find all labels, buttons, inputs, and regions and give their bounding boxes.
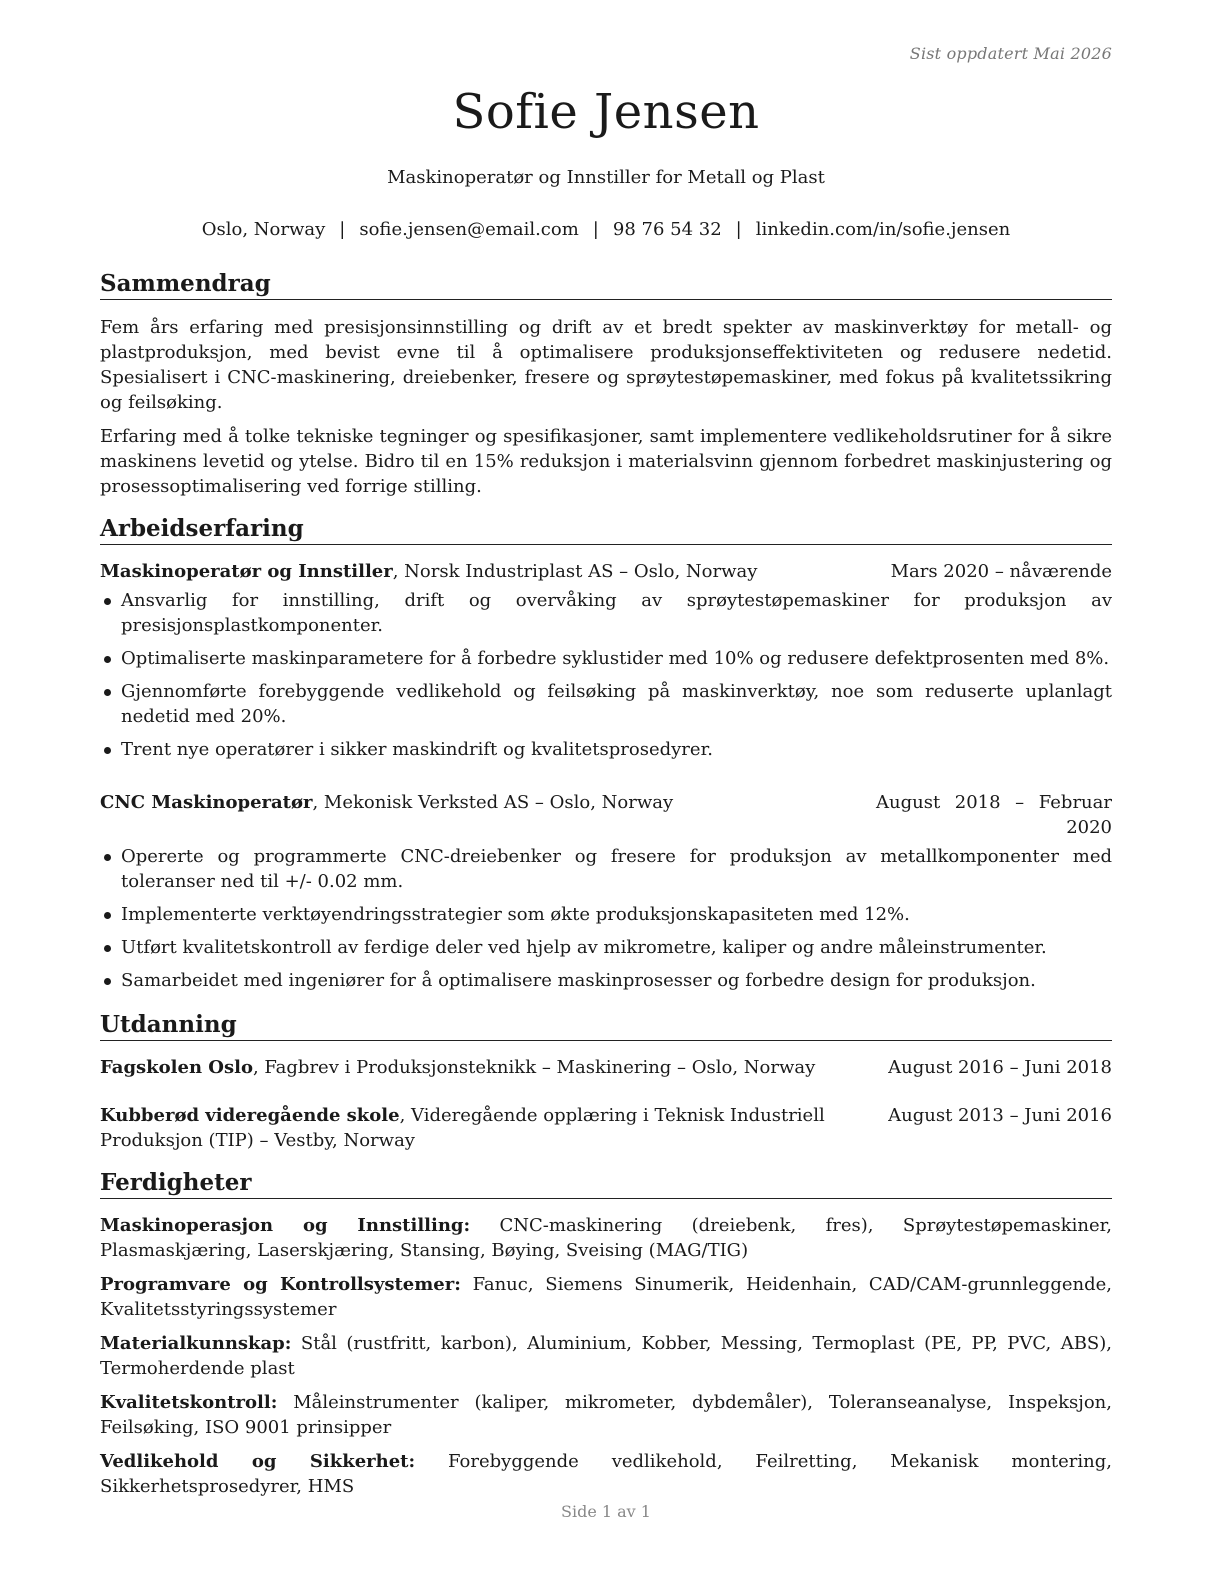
bullet-icon: [104, 912, 111, 919]
bullet-icon: [104, 747, 111, 754]
job-title-line: [100, 790, 876, 815]
contact-phone: 98 76 54 32: [612, 219, 722, 240]
contact-separator: |: [735, 219, 742, 240]
skill-label: Kvalitetskontroll:: [100, 1392, 278, 1413]
job-subtitle: Maskinoperatør og Innstiller for Metall og Plast: [387, 167, 825, 188]
summary-paragraph: Erfaring med å tolke tekniske tegninger og spesifikasjoner, samt implementere vedlikeholdsrutiner for å sikre maskinens levetid og ytelse. Bidro til en 15% reduksjon i materialsvinn gjennom forbedret maskinjustering og prosessoptimalisering ved forrige stilling.: [100, 426, 1112, 497]
contact-linkedin[interactable]: linkedin.com/in/sofie.jensen: [755, 219, 1011, 240]
list-item: Ansvarlig for innstilling, drift og overvåking av sprøytestøpemaskiner for produksjon av presisjonsplastkomponenter.: [100, 588, 1112, 638]
job-role: Maskinoperatør og Innstiller: [100, 561, 393, 582]
section-title-education: Utdanning: [100, 1009, 1112, 1041]
list-item: Samarbeidet med ingeniører for å optimalisere maskinprosesser og forbedre design for produksjon.: [100, 968, 1112, 993]
job-bullets: [100, 844, 1112, 993]
contact-email[interactable]: sofie.jensen@email.com: [359, 219, 579, 240]
education-dates: August 2013 – Juni 2016: [888, 1105, 1112, 1126]
bullet-icon: [104, 689, 111, 696]
skill-item: Kvalitetskontroll: Måleinstrumenter (kaliper, mikrometer, dybdemåler), Toleranseanalyse, Inspeksjon, Feilsøking, ISO 9001 prinsipper: [100, 1392, 1112, 1438]
section-title-experience: Arbeidserfaring: [100, 513, 1112, 545]
list-item: Implementerte verktøyendringsstrategier som økte produksjonskapasiteten med 12%.: [100, 902, 1112, 927]
contact-location: Oslo, Norway: [201, 219, 326, 240]
last-updated: Sist oppdatert Mai 2026: [909, 44, 1112, 63]
bullet-icon: [104, 656, 111, 663]
contact-separator: |: [592, 219, 599, 240]
bullet-icon: [104, 945, 111, 952]
education-entry: [100, 1055, 1112, 1080]
job-header: [100, 790, 1112, 840]
contact-separator: |: [339, 219, 346, 240]
education-entry: [100, 1103, 1112, 1153]
section-title-summary: Sammendrag: [100, 268, 1112, 300]
list-item: Gjennomførte forebyggende vedlikehold og feilsøking på maskinverktøy, noe som reduserte uplanlagt nedetid med 20%.: [100, 679, 1112, 729]
bullet-icon: [104, 598, 111, 605]
page-number: Side 1 av 1: [561, 1502, 651, 1521]
degree: , Fagbrev i Produksjonsteknikk – Maskinering – Oslo, Norway: [252, 1057, 816, 1078]
education-dates: August 2016 – Juni 2018: [888, 1057, 1112, 1078]
section-title-skills: Ferdigheter: [100, 1167, 1112, 1199]
skill-label: Materialkunnskap:: [100, 1333, 292, 1354]
job-company: , Mekonisk Verksted AS – Oslo, Norway: [312, 792, 674, 813]
skill-item: Maskinoperasjon og Innstilling: CNC-maskinering (dreiebenk, fres), Sprøytestøpemaskiner, Plasmaskjæring, Laserskjæring, Stansing, Bøying, Sveising (MAG/TIG): [100, 1215, 1112, 1261]
resume-body: [100, 268, 1112, 1499]
skill-label: Maskinoperasjon og Innstilling:: [100, 1215, 471, 1236]
job-dates: August 2018 – Februar 2020: [876, 792, 1112, 838]
skill-label: Vedlikehold og Sikkerhet:: [100, 1451, 416, 1472]
skill-item: Materialkunnskap: Stål (rustfritt, karbon), Aluminium, Kobber, Messing, Termoplast (PE, PP, PVC, ABS), Termoherdende plast: [100, 1333, 1112, 1379]
job-dates: Mars 2020 – nåværende: [890, 561, 1112, 582]
job-title-line: [100, 559, 891, 584]
school-name: Kubberød videregående skole: [100, 1105, 400, 1126]
list-item: Optimaliserte maskinparametere for å forbedre syklustider med 10% og redusere defektprosenten med 8%.: [100, 646, 1112, 671]
list-item: Trent nye operatører i sikker maskindrift og kvalitetsprosedyrer.: [100, 737, 1112, 762]
list-item: Opererte og programmerte CNC-dreiebenker og fresere for produksjon av metallkomponenter med toleranser ned til +/- 0.02 mm.: [100, 844, 1112, 894]
person-name: Sofie Jensen: [452, 84, 760, 140]
skill-item: Programvare og Kontrollsystemer: Fanuc, Siemens Sinumerik, Heidenhain, CAD/CAM-grunnleggende, Kvalitetsstyringssystemer: [100, 1274, 1112, 1320]
job-bullets: [100, 588, 1112, 762]
job-header: [100, 559, 1112, 584]
skill-label: Programvare og Kontrollsystemer:: [100, 1274, 461, 1295]
summary-paragraph: Fem års erfaring med presisjonsinnstilling og drift av et bredt spekter av maskinverktøy for metall- og plastproduksjon, med bevist evne til å optimalisere produksjonseffektiviteten og redusere nedetid. Spesialisert i CNC-maskinering, dreiebenker, fresere og sprøytestøpemaskiner, med fokus på kvalitetssikring og feilsøking.: [100, 317, 1112, 413]
degree: , Videregående opplæring i Teknisk Industriell Produksjon (TIP) – Vestby, Norway: [100, 1105, 825, 1151]
list-item: Utført kvalitetskontroll av ferdige deler ved hjelp av mikrometre, kaliper og andre måleinstrumenter.: [100, 935, 1112, 960]
bullet-icon: [104, 854, 111, 861]
contact-line: [100, 219, 1112, 240]
bullet-icon: [104, 978, 111, 985]
job-company: , Norsk Industriplast AS – Oslo, Norway: [392, 561, 758, 582]
skill-item: Vedlikehold og Sikkerhet: Forebyggende vedlikehold, Feilretting, Mekanisk montering, Sikkerhetsprosedyrer, HMS: [100, 1451, 1113, 1497]
job-role: CNC Maskinoperatør: [100, 792, 313, 813]
school-name: Fagskolen Oslo: [100, 1057, 253, 1078]
